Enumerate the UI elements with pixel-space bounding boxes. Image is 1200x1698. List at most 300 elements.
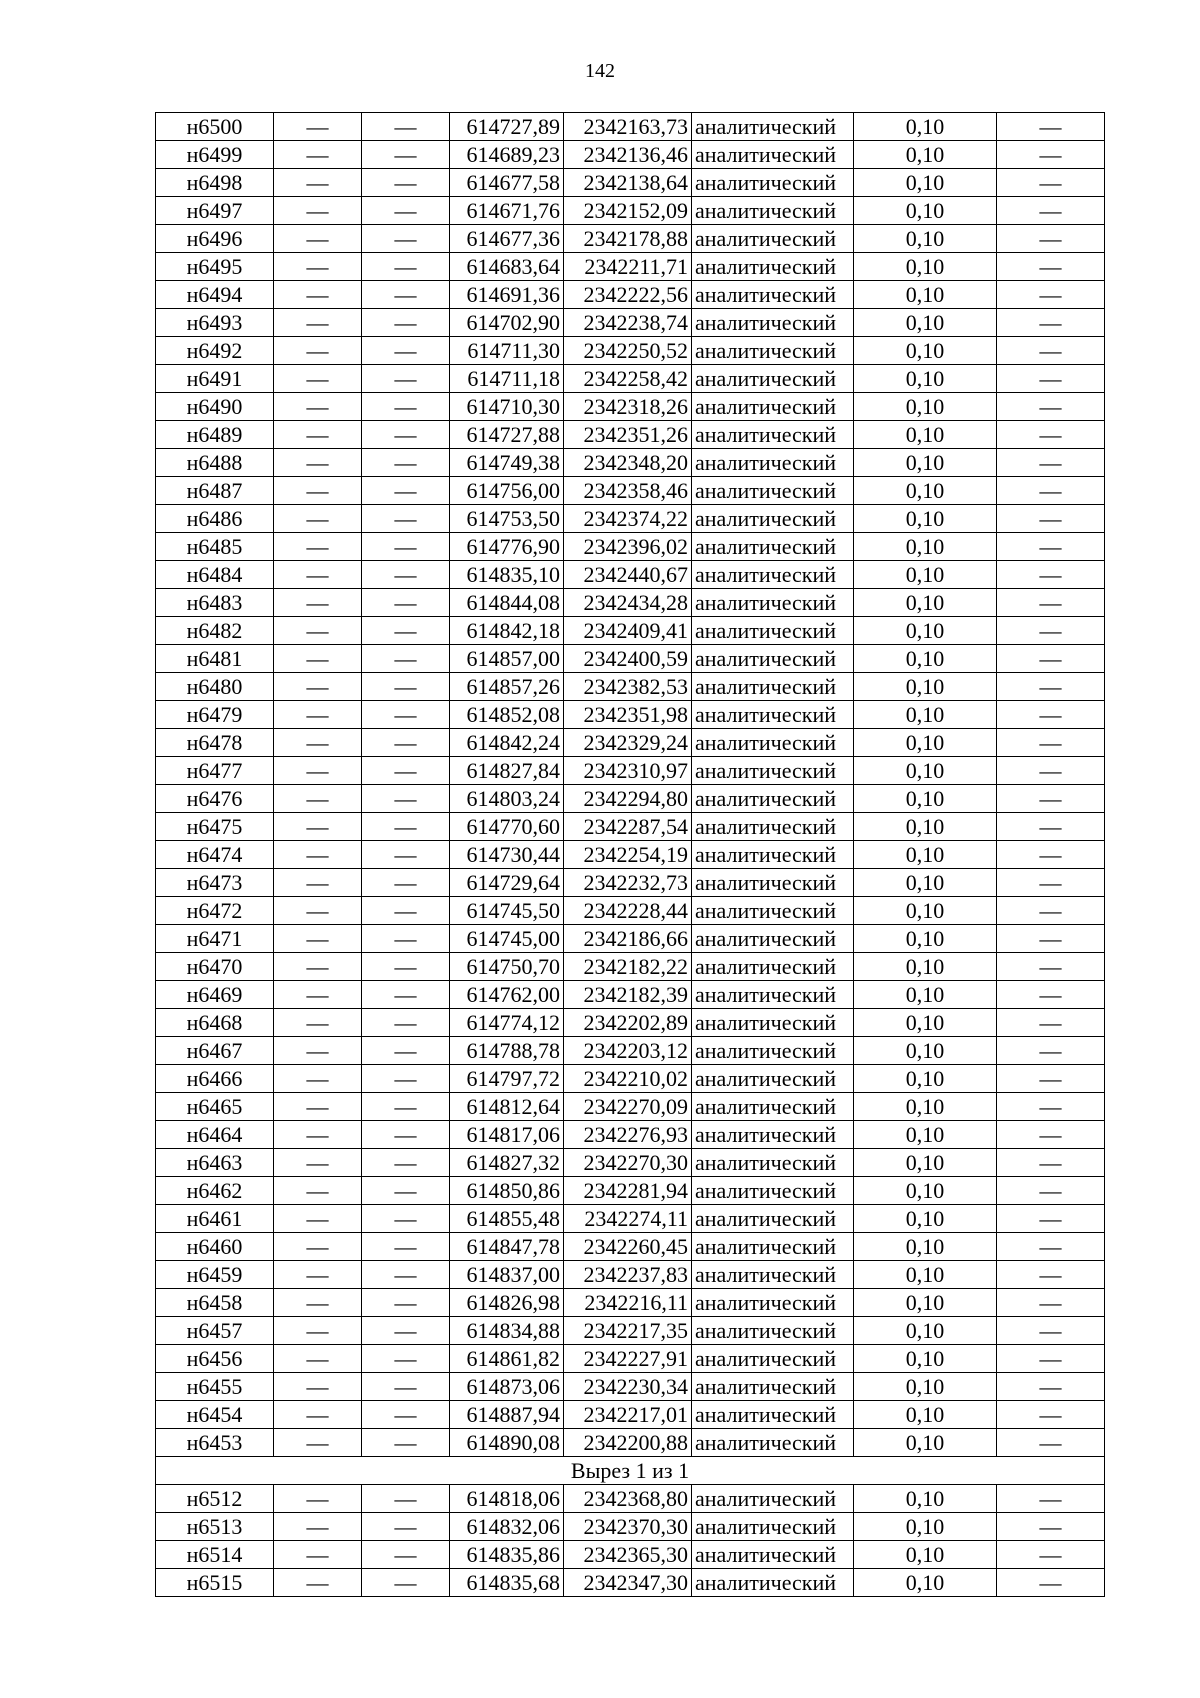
column-8-cell bbox=[997, 141, 1105, 169]
y-coordinate-cell: 2342202,89 bbox=[564, 1009, 692, 1037]
column-2-cell bbox=[274, 141, 362, 169]
dash-value: — bbox=[394, 757, 417, 783]
x-coordinate-cell: 614855,48 bbox=[450, 1205, 564, 1233]
y-coordinate-cell: 2342270,09 bbox=[564, 1093, 692, 1121]
column-2-cell bbox=[274, 1121, 362, 1149]
method-cell: аналитический bbox=[692, 981, 854, 1009]
y-coordinate-cell: 2342250,52 bbox=[564, 337, 692, 365]
column-3-cell bbox=[362, 309, 450, 337]
column-8-cell bbox=[997, 1569, 1105, 1597]
x-coordinate-cell: 614887,94 bbox=[450, 1401, 564, 1429]
column-8-cell bbox=[997, 589, 1105, 617]
point-name-cell: н6454 bbox=[156, 1401, 274, 1429]
point-name-cell: н6500 bbox=[156, 113, 274, 141]
x-coordinate-cell: 614711,30 bbox=[450, 337, 564, 365]
dash-value: — bbox=[306, 1009, 329, 1035]
dash-value: — bbox=[1039, 673, 1062, 699]
y-coordinate-cell: 2342310,97 bbox=[564, 757, 692, 785]
column-8-cell bbox=[997, 197, 1105, 225]
x-coordinate-cell: 614691,36 bbox=[450, 281, 564, 309]
x-coordinate-cell: 614788,78 bbox=[450, 1037, 564, 1065]
column-3-cell bbox=[362, 981, 450, 1009]
y-coordinate-cell: 2342294,80 bbox=[564, 785, 692, 813]
dash-value: — bbox=[1039, 197, 1062, 223]
dash-value: — bbox=[1039, 785, 1062, 811]
dash-value: — bbox=[1039, 869, 1062, 895]
column-8-cell bbox=[997, 1345, 1105, 1373]
dash-value: — bbox=[306, 337, 329, 363]
dash-value: — bbox=[306, 1037, 329, 1063]
accuracy-cell: 0,10 bbox=[854, 1345, 997, 1373]
table-row bbox=[156, 113, 1105, 141]
column-8-cell bbox=[997, 1373, 1105, 1401]
column-3-cell bbox=[362, 1121, 450, 1149]
accuracy-cell: 0,10 bbox=[854, 141, 997, 169]
column-3-cell bbox=[362, 113, 450, 141]
table-row bbox=[156, 533, 1105, 561]
table-row bbox=[156, 1149, 1105, 1177]
column-2-cell bbox=[274, 1317, 362, 1345]
point-name-cell: н6483 bbox=[156, 589, 274, 617]
column-3-cell bbox=[362, 1233, 450, 1261]
dash-value: — bbox=[306, 1541, 329, 1567]
dash-value: — bbox=[306, 981, 329, 1007]
x-coordinate-cell: 614729,64 bbox=[450, 869, 564, 897]
dash-value: — bbox=[394, 505, 417, 531]
dash-value: — bbox=[306, 1401, 329, 1427]
column-2-cell bbox=[274, 785, 362, 813]
column-8-cell bbox=[997, 169, 1105, 197]
dash-value: — bbox=[306, 589, 329, 615]
point-name-cell: н6487 bbox=[156, 477, 274, 505]
column-8-cell bbox=[997, 701, 1105, 729]
table-row bbox=[156, 729, 1105, 757]
method-cell: аналитический bbox=[692, 141, 854, 169]
column-3-cell bbox=[362, 1093, 450, 1121]
method-cell: аналитический bbox=[692, 1121, 854, 1149]
method-cell: аналитический bbox=[692, 1093, 854, 1121]
x-coordinate-cell: 614827,84 bbox=[450, 757, 564, 785]
dash-value: — bbox=[394, 589, 417, 615]
x-coordinate-cell: 614803,24 bbox=[450, 785, 564, 813]
point-name-cell: н6489 bbox=[156, 421, 274, 449]
y-coordinate-cell: 2342232,73 bbox=[564, 869, 692, 897]
dash-value: — bbox=[394, 225, 417, 251]
column-8-cell bbox=[997, 1541, 1105, 1569]
method-cell: аналитический bbox=[692, 953, 854, 981]
dash-value: — bbox=[1039, 1485, 1062, 1511]
point-name-cell: н6462 bbox=[156, 1177, 274, 1205]
dash-value: — bbox=[306, 1345, 329, 1371]
dash-value: — bbox=[394, 925, 417, 951]
point-name-cell: н6460 bbox=[156, 1233, 274, 1261]
y-coordinate-cell: 2342400,59 bbox=[564, 645, 692, 673]
point-name-cell: н6459 bbox=[156, 1261, 274, 1289]
dash-value: — bbox=[394, 729, 417, 755]
accuracy-cell: 0,10 bbox=[854, 645, 997, 673]
table-row bbox=[156, 1065, 1105, 1093]
dash-value: — bbox=[306, 729, 329, 755]
point-name-cell: н6464 bbox=[156, 1121, 274, 1149]
dash-value: — bbox=[306, 1317, 329, 1343]
point-name-cell: н6486 bbox=[156, 505, 274, 533]
table-row bbox=[156, 1429, 1105, 1457]
dash-value: — bbox=[306, 113, 329, 139]
dash-value: — bbox=[394, 1569, 417, 1595]
dash-value: — bbox=[306, 1121, 329, 1147]
dash-value: — bbox=[1039, 309, 1062, 335]
column-3-cell bbox=[362, 589, 450, 617]
dash-value: — bbox=[394, 393, 417, 419]
dash-value: — bbox=[306, 953, 329, 979]
column-2-cell bbox=[274, 953, 362, 981]
dash-value: — bbox=[1039, 141, 1062, 167]
table-row bbox=[156, 561, 1105, 589]
dash-value: — bbox=[1039, 1205, 1062, 1231]
column-8-cell bbox=[997, 1289, 1105, 1317]
column-2-cell bbox=[274, 1345, 362, 1373]
dash-value: — bbox=[306, 1205, 329, 1231]
dash-value: — bbox=[306, 365, 329, 391]
y-coordinate-cell: 2342216,11 bbox=[564, 1289, 692, 1317]
accuracy-cell: 0,10 bbox=[854, 841, 997, 869]
table-row bbox=[156, 869, 1105, 897]
dash-value: — bbox=[394, 253, 417, 279]
table-row bbox=[156, 701, 1105, 729]
x-coordinate-cell: 614826,98 bbox=[450, 1289, 564, 1317]
dash-value: — bbox=[394, 841, 417, 867]
dash-value: — bbox=[306, 925, 329, 951]
method-cell: аналитический bbox=[692, 477, 854, 505]
method-cell: аналитический bbox=[692, 1317, 854, 1345]
x-coordinate-cell: 614711,18 bbox=[450, 365, 564, 393]
x-coordinate-cell: 614837,00 bbox=[450, 1261, 564, 1289]
point-name-cell: н6490 bbox=[156, 393, 274, 421]
column-2-cell bbox=[274, 673, 362, 701]
dash-value: — bbox=[394, 533, 417, 559]
dash-value: — bbox=[394, 309, 417, 335]
y-coordinate-cell: 2342329,24 bbox=[564, 729, 692, 757]
column-3-cell bbox=[362, 813, 450, 841]
column-3-cell bbox=[362, 1205, 450, 1233]
table-row bbox=[156, 1317, 1105, 1345]
dash-value: — bbox=[394, 1373, 417, 1399]
dash-value: — bbox=[1039, 617, 1062, 643]
dash-value: — bbox=[1039, 897, 1062, 923]
y-coordinate-cell: 2342217,01 bbox=[564, 1401, 692, 1429]
column-8-cell bbox=[997, 953, 1105, 981]
column-3-cell bbox=[362, 1401, 450, 1429]
method-cell: аналитический bbox=[692, 1149, 854, 1177]
y-coordinate-cell: 2342217,35 bbox=[564, 1317, 692, 1345]
dash-value: — bbox=[394, 1429, 417, 1455]
column-3-cell bbox=[362, 1065, 450, 1093]
column-2-cell bbox=[274, 1093, 362, 1121]
point-name-cell: н6469 bbox=[156, 981, 274, 1009]
dash-value: — bbox=[394, 449, 417, 475]
y-coordinate-cell: 2342222,56 bbox=[564, 281, 692, 309]
dash-value: — bbox=[394, 673, 417, 699]
column-3-cell bbox=[362, 449, 450, 477]
column-2-cell bbox=[274, 421, 362, 449]
dash-value: — bbox=[1039, 1345, 1062, 1371]
column-3-cell bbox=[362, 785, 450, 813]
dash-value: — bbox=[394, 1289, 417, 1315]
column-8-cell bbox=[997, 673, 1105, 701]
dash-value: — bbox=[1039, 421, 1062, 447]
accuracy-cell: 0,10 bbox=[854, 365, 997, 393]
x-coordinate-cell: 614827,32 bbox=[450, 1149, 564, 1177]
method-cell: аналитический bbox=[692, 533, 854, 561]
accuracy-cell: 0,10 bbox=[854, 1177, 997, 1205]
column-3-cell bbox=[362, 869, 450, 897]
dash-value: — bbox=[306, 505, 329, 531]
coordinates-table bbox=[155, 112, 1105, 1597]
column-3-cell bbox=[362, 225, 450, 253]
point-name-cell: н6456 bbox=[156, 1345, 274, 1373]
table-row bbox=[156, 953, 1105, 981]
column-2-cell bbox=[274, 1177, 362, 1205]
x-coordinate-cell: 614847,78 bbox=[450, 1233, 564, 1261]
point-name-cell: н6475 bbox=[156, 813, 274, 841]
dash-value: — bbox=[1039, 757, 1062, 783]
column-3-cell bbox=[362, 701, 450, 729]
dash-value: — bbox=[394, 477, 417, 503]
column-8-cell bbox=[997, 897, 1105, 925]
point-name-cell: н6472 bbox=[156, 897, 274, 925]
y-coordinate-cell: 2342237,83 bbox=[564, 1261, 692, 1289]
table-row bbox=[156, 505, 1105, 533]
column-3-cell bbox=[362, 281, 450, 309]
accuracy-cell: 0,10 bbox=[854, 1401, 997, 1429]
dash-value: — bbox=[1039, 701, 1062, 727]
dash-value: — bbox=[394, 1037, 417, 1063]
column-8-cell bbox=[997, 617, 1105, 645]
table-row bbox=[156, 309, 1105, 337]
column-2-cell bbox=[274, 253, 362, 281]
dash-value: — bbox=[1039, 645, 1062, 671]
column-3-cell bbox=[362, 533, 450, 561]
accuracy-cell: 0,10 bbox=[854, 1261, 997, 1289]
accuracy-cell: 0,10 bbox=[854, 1037, 997, 1065]
accuracy-cell: 0,10 bbox=[854, 421, 997, 449]
x-coordinate-cell: 614677,36 bbox=[450, 225, 564, 253]
accuracy-cell: 0,10 bbox=[854, 1009, 997, 1037]
point-name-cell: н6455 bbox=[156, 1373, 274, 1401]
column-8-cell bbox=[997, 729, 1105, 757]
column-8-cell bbox=[997, 365, 1105, 393]
x-coordinate-cell: 614832,06 bbox=[450, 1513, 564, 1541]
dash-value: — bbox=[394, 813, 417, 839]
column-8-cell bbox=[997, 1205, 1105, 1233]
dash-value: — bbox=[1039, 1569, 1062, 1595]
table-row bbox=[156, 477, 1105, 505]
method-cell: аналитический bbox=[692, 757, 854, 785]
x-coordinate-cell: 614727,88 bbox=[450, 421, 564, 449]
x-coordinate-cell: 614749,38 bbox=[450, 449, 564, 477]
method-cell: аналитический bbox=[692, 1485, 854, 1513]
y-coordinate-cell: 2342276,93 bbox=[564, 1121, 692, 1149]
method-cell: аналитический bbox=[692, 1233, 854, 1261]
dash-value: — bbox=[306, 785, 329, 811]
accuracy-cell: 0,10 bbox=[854, 1373, 997, 1401]
y-coordinate-cell: 2342358,46 bbox=[564, 477, 692, 505]
dash-value: — bbox=[1039, 1541, 1062, 1567]
y-coordinate-cell: 2342318,26 bbox=[564, 393, 692, 421]
table-row bbox=[156, 225, 1105, 253]
accuracy-cell: 0,10 bbox=[854, 561, 997, 589]
column-3-cell bbox=[362, 1177, 450, 1205]
dash-value: — bbox=[1039, 1065, 1062, 1091]
column-8-cell bbox=[997, 1037, 1105, 1065]
column-8-cell bbox=[997, 1429, 1105, 1457]
dash-value: — bbox=[1039, 729, 1062, 755]
section-row bbox=[156, 1457, 1105, 1485]
dash-value: — bbox=[394, 141, 417, 167]
dash-value: — bbox=[306, 1261, 329, 1287]
x-coordinate-cell: 614835,86 bbox=[450, 1541, 564, 1569]
accuracy-cell: 0,10 bbox=[854, 1149, 997, 1177]
column-3-cell bbox=[362, 393, 450, 421]
y-coordinate-cell: 2342230,34 bbox=[564, 1373, 692, 1401]
column-2-cell bbox=[274, 1233, 362, 1261]
point-name-cell: н6494 bbox=[156, 281, 274, 309]
accuracy-cell: 0,10 bbox=[854, 785, 997, 813]
y-coordinate-cell: 2342238,74 bbox=[564, 309, 692, 337]
accuracy-cell: 0,10 bbox=[854, 449, 997, 477]
method-cell: аналитический bbox=[692, 505, 854, 533]
column-2-cell bbox=[274, 1569, 362, 1597]
y-coordinate-cell: 2342182,22 bbox=[564, 953, 692, 981]
dash-value: — bbox=[306, 869, 329, 895]
column-3-cell bbox=[362, 1541, 450, 1569]
column-2-cell bbox=[274, 337, 362, 365]
column-8-cell bbox=[997, 813, 1105, 841]
x-coordinate-cell: 614857,26 bbox=[450, 673, 564, 701]
column-3-cell bbox=[362, 925, 450, 953]
column-3-cell bbox=[362, 1429, 450, 1457]
accuracy-cell: 0,10 bbox=[854, 897, 997, 925]
dash-value: — bbox=[1039, 1149, 1062, 1175]
table-row bbox=[156, 757, 1105, 785]
column-2-cell bbox=[274, 1065, 362, 1093]
accuracy-cell: 0,10 bbox=[854, 113, 997, 141]
x-coordinate-cell: 614797,72 bbox=[450, 1065, 564, 1093]
table-row bbox=[156, 421, 1105, 449]
column-8-cell bbox=[997, 841, 1105, 869]
y-coordinate-cell: 2342274,11 bbox=[564, 1205, 692, 1233]
accuracy-cell: 0,10 bbox=[854, 505, 997, 533]
dash-value: — bbox=[306, 617, 329, 643]
x-coordinate-cell: 614850,86 bbox=[450, 1177, 564, 1205]
point-name-cell: н6488 bbox=[156, 449, 274, 477]
point-name-cell: н6477 bbox=[156, 757, 274, 785]
dash-value: — bbox=[394, 617, 417, 643]
dash-value: — bbox=[394, 1541, 417, 1567]
point-name-cell: н6492 bbox=[156, 337, 274, 365]
table-row bbox=[156, 1233, 1105, 1261]
column-2-cell bbox=[274, 701, 362, 729]
dash-value: — bbox=[394, 953, 417, 979]
y-coordinate-cell: 2342434,28 bbox=[564, 589, 692, 617]
dash-value: — bbox=[1039, 981, 1062, 1007]
dash-value: — bbox=[306, 533, 329, 559]
dash-value: — bbox=[394, 1233, 417, 1259]
dash-value: — bbox=[1039, 813, 1062, 839]
point-name-cell: н6493 bbox=[156, 309, 274, 337]
dash-value: — bbox=[1039, 1177, 1062, 1203]
column-2-cell bbox=[274, 197, 362, 225]
y-coordinate-cell: 2342152,09 bbox=[564, 197, 692, 225]
x-coordinate-cell: 614745,00 bbox=[450, 925, 564, 953]
accuracy-cell: 0,10 bbox=[854, 701, 997, 729]
accuracy-cell: 0,10 bbox=[854, 869, 997, 897]
column-2-cell bbox=[274, 1261, 362, 1289]
column-8-cell bbox=[997, 505, 1105, 533]
x-coordinate-cell: 614818,06 bbox=[450, 1485, 564, 1513]
accuracy-cell: 0,10 bbox=[854, 533, 997, 561]
dash-value: — bbox=[394, 113, 417, 139]
method-cell: аналитический bbox=[692, 281, 854, 309]
accuracy-cell: 0,10 bbox=[854, 757, 997, 785]
point-name-cell: н6471 bbox=[156, 925, 274, 953]
accuracy-cell: 0,10 bbox=[854, 925, 997, 953]
dash-value: — bbox=[1039, 1093, 1062, 1119]
y-coordinate-cell: 2342178,88 bbox=[564, 225, 692, 253]
dash-value: — bbox=[306, 1093, 329, 1119]
x-coordinate-cell: 614890,08 bbox=[450, 1429, 564, 1457]
dash-value: — bbox=[306, 1569, 329, 1595]
column-2-cell bbox=[274, 1037, 362, 1065]
accuracy-cell: 0,10 bbox=[854, 253, 997, 281]
point-name-cell: н6499 bbox=[156, 141, 274, 169]
method-cell: аналитический bbox=[692, 1289, 854, 1317]
column-2-cell bbox=[274, 1513, 362, 1541]
dash-value: — bbox=[1039, 841, 1062, 867]
column-8-cell bbox=[997, 1177, 1105, 1205]
table-row bbox=[156, 617, 1105, 645]
x-coordinate-cell: 614835,10 bbox=[450, 561, 564, 589]
column-2-cell bbox=[274, 897, 362, 925]
dash-value: — bbox=[306, 141, 329, 167]
y-coordinate-cell: 2342365,30 bbox=[564, 1541, 692, 1569]
dash-value: — bbox=[306, 757, 329, 783]
column-8-cell bbox=[997, 1065, 1105, 1093]
dash-value: — bbox=[306, 421, 329, 447]
dash-value: — bbox=[394, 1317, 417, 1343]
column-2-cell bbox=[274, 645, 362, 673]
y-coordinate-cell: 2342347,30 bbox=[564, 1569, 692, 1597]
dash-value: — bbox=[306, 309, 329, 335]
point-name-cell: н6496 bbox=[156, 225, 274, 253]
point-name-cell: н6476 bbox=[156, 785, 274, 813]
method-cell: аналитический bbox=[692, 925, 854, 953]
accuracy-cell: 0,10 bbox=[854, 953, 997, 981]
point-name-cell: н6497 bbox=[156, 197, 274, 225]
accuracy-cell: 0,10 bbox=[854, 169, 997, 197]
column-3-cell bbox=[362, 841, 450, 869]
column-3-cell bbox=[362, 421, 450, 449]
dash-value: — bbox=[394, 645, 417, 671]
y-coordinate-cell: 2342374,22 bbox=[564, 505, 692, 533]
point-name-cell: н6498 bbox=[156, 169, 274, 197]
dash-value: — bbox=[1039, 533, 1062, 559]
column-3-cell bbox=[362, 1513, 450, 1541]
x-coordinate-cell: 614774,12 bbox=[450, 1009, 564, 1037]
table-row bbox=[156, 785, 1105, 813]
method-cell: аналитический bbox=[692, 253, 854, 281]
accuracy-cell: 0,10 bbox=[854, 1121, 997, 1149]
